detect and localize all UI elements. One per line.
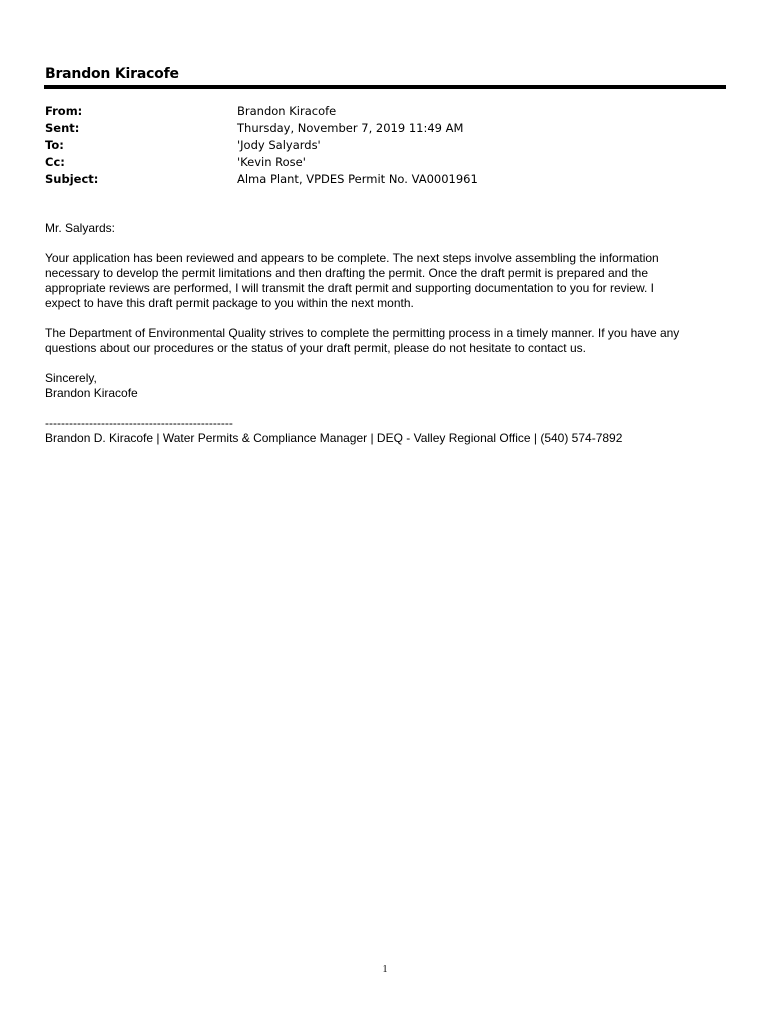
closing: Sincerely, [45, 371, 97, 385]
page-title: Brandon Kiracofe [45, 66, 179, 82]
paragraph-gap [45, 401, 735, 416]
from-value: Brandon Kiracofe [237, 104, 337, 118]
header-row-subject [45, 171, 478, 188]
cc-label: Cc: [45, 155, 65, 169]
paragraph-gap [45, 311, 735, 326]
signature-separator: ----------------------------------------------- [45, 416, 233, 430]
signature-line: Brandon D. Kiracofe | Water Permits & Compliance Manager | DEQ - Valley Regional Office | (540) 574-7892 [45, 431, 623, 445]
page-number: 1 [382, 964, 388, 975]
subject-label: Subject: [45, 172, 99, 186]
from-label: From: [45, 104, 83, 118]
paragraph-1-line-2: necessary to develop the permit limitations and then drafting the permit. Once the draft permit is prepared and the [45, 266, 648, 280]
sent-value: Thursday, November 7, 2019 11:49 AM [237, 121, 464, 135]
email-body [45, 221, 735, 446]
header-row-sent [45, 120, 478, 137]
subject-value: Alma Plant, VPDES Permit No. VA0001961 [237, 172, 478, 186]
paragraph-1-line-1: Your application has been reviewed and appears to be complete. The next steps involve assembling the information [45, 251, 659, 265]
header-row-to [45, 137, 478, 154]
sent-label: Sent: [45, 121, 80, 135]
paragraph-gap [45, 356, 735, 371]
header-row-cc [45, 154, 478, 171]
title-rule [44, 85, 726, 89]
email-header [45, 103, 478, 188]
to-label: To: [45, 138, 64, 152]
paragraph-1-line-3: appropriate reviews are performed, I will transmit the draft permit and supporting documentation to you for review. I [45, 281, 654, 295]
cc-value: 'Kevin Rose' [237, 155, 306, 169]
salutation: Mr. Salyards: [45, 221, 116, 235]
paragraph-2-line-1: The Department of Environmental Quality strives to complete the permitting process in a timely manner. If you have any [45, 326, 680, 340]
paragraph-2-line-2: questions about our procedures or the status of your draft permit, please do not hesitate to contact us. [45, 341, 586, 355]
paragraph-1-line-4: expect to have this draft permit package to you within the next month. [45, 296, 414, 310]
to-value: 'Jody Salyards' [237, 138, 321, 152]
signer-name: Brandon Kiracofe [45, 386, 138, 400]
paragraph-gap [45, 236, 735, 251]
header-row-from [45, 103, 478, 120]
